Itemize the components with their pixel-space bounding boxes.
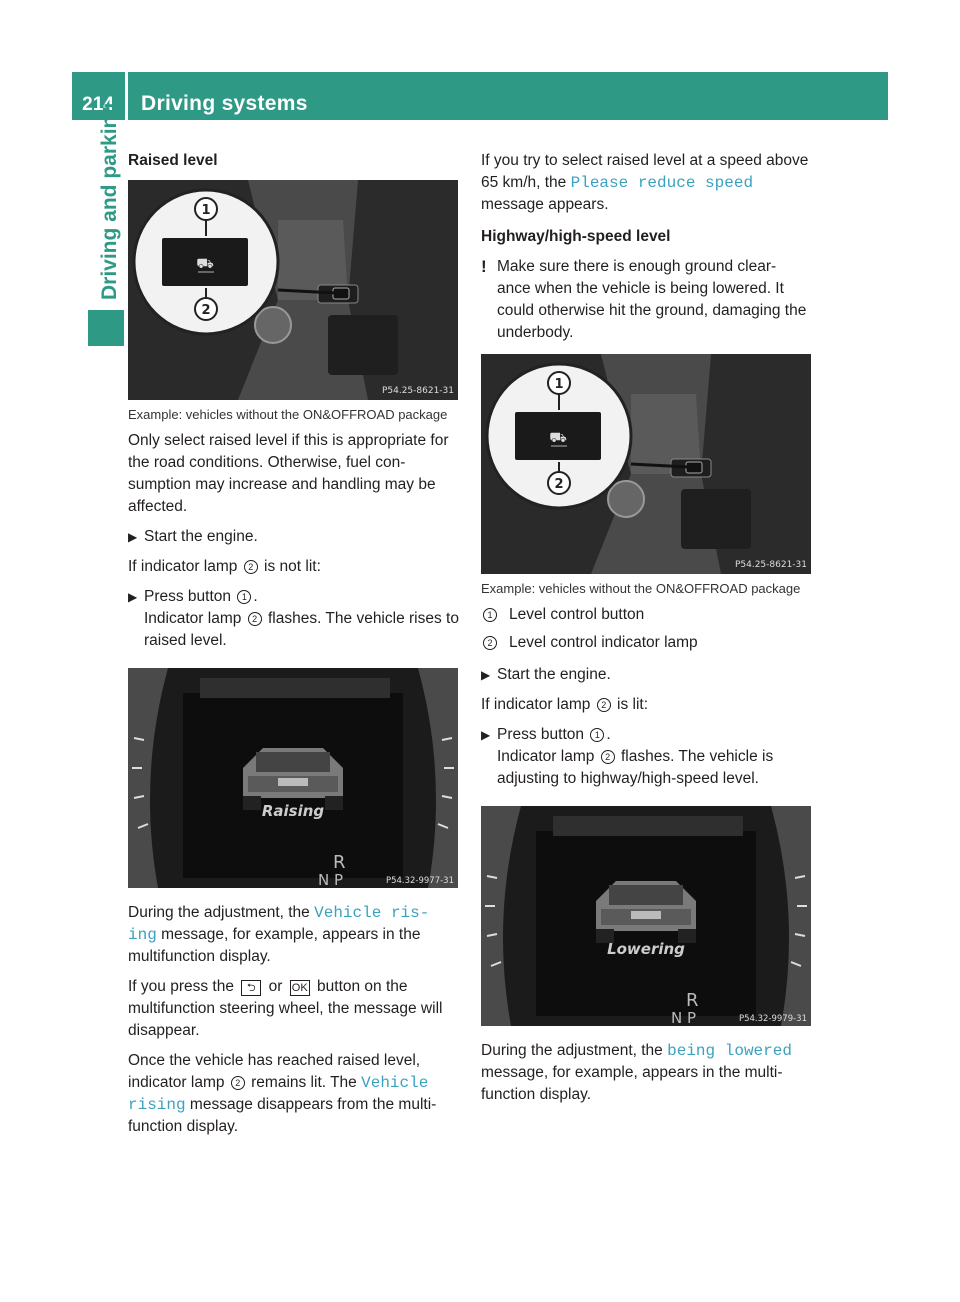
instrument-cluster-illustration <box>128 668 458 888</box>
display-message: Please reduce speed <box>570 174 754 192</box>
svg-text:Lowering: Lowering <box>607 940 685 958</box>
warning-note: ! Make sure there is enough ground clear- ance when the vehicle is being lowered. It could otherwise hit the ground, damaging the underbody. <box>481 257 807 341</box>
legend-item-1: 1 Level control button <box>481 604 813 626</box>
callout-2-icon: 2 <box>231 1076 245 1090</box>
step-start-engine: ▶ Start the engine. <box>481 664 813 686</box>
side-tab-marker <box>88 310 124 346</box>
svg-text:Raising: Raising <box>261 802 325 820</box>
step-arrow-icon: ▶ <box>481 728 491 742</box>
figure-console-left <box>128 180 458 400</box>
svg-text:R: R <box>686 990 699 1011</box>
paragraph-reached: Once the vehicle has reached raised level, indicator lamp 2 remains lit. The Vehicle rising message disappears from the multi- function display. <box>128 1052 437 1135</box>
callout-2-icon: 2 <box>601 750 615 764</box>
header-divider <box>125 72 128 120</box>
svg-text:1: 1 <box>201 203 211 218</box>
callout-1-icon: 1 <box>590 728 604 742</box>
console-illustration <box>128 180 458 400</box>
svg-text:⛟: ⛟ <box>549 430 567 446</box>
step-arrow-icon: ▶ <box>128 530 138 544</box>
display-message: Vehicle ris‐ ing <box>128 904 430 944</box>
callout-1-icon: 1 <box>237 590 251 604</box>
svg-text:R: R <box>333 852 346 873</box>
callout-2-icon: 2 <box>597 698 611 712</box>
condition-not-lit: If indicator lamp 2 is not lit: <box>128 558 321 575</box>
figure-caption: Example: vehicles without the ON&OFFROAD package <box>128 407 448 422</box>
figure-display-raising <box>128 668 458 888</box>
side-tab-label: Driving and parking <box>98 102 121 300</box>
paragraph-adjustment: During the adjustment, the being lowered message, for example, appears in the multi- function display. <box>481 1042 792 1103</box>
svg-text:2: 2 <box>201 303 211 318</box>
callout-2-icon: 2 <box>244 560 258 574</box>
step-press-button: ▶ Press button 1 . Indicator lamp 2 flashes. The vehicle rises to raised level. <box>128 588 459 649</box>
step-arrow-icon: ▶ <box>128 590 138 604</box>
section-title: Driving systems <box>141 92 308 115</box>
svg-text:P54.25-8621-31: P54.25-8621-31 <box>734 560 807 570</box>
heading-highway-level: Highway/high-speed level <box>481 228 671 245</box>
svg-text:N P: N P <box>318 871 344 888</box>
svg-text:N P: N P <box>671 1009 697 1026</box>
ok-key-icon: OK <box>290 980 310 996</box>
paragraph-buttons: If you press the ⮌ or OK button on the multifunction steering wheel, the message will disappear. <box>128 978 443 1039</box>
figure-caption: Example: vehicles without the ON&OFFROAD package <box>481 581 801 596</box>
svg-text:P54.32-9977-31: P54.32-9977-31 <box>385 876 454 886</box>
svg-text:P54.25-8621-31: P54.25-8621-31 <box>381 386 454 396</box>
paragraph-adjustment: During the adjustment, the Vehicle ris‐ ing message, for example, appears in the multifunction display. <box>128 904 430 965</box>
figure-display-lowering <box>481 806 811 1026</box>
paragraph-speed: If you try to select raised level at a speed above 65 km/h, the Please reduce speed message appears. <box>481 152 809 213</box>
step-arrow-icon: ▶ <box>481 668 491 682</box>
back-key-icon: ⮌ <box>241 980 261 996</box>
step-press-button: ▶ Press button 1 . Indicator lamp 2 flashes. The vehicle is adjusting to highway/high-speed level. <box>481 726 774 787</box>
warning-icon: ! <box>481 257 487 276</box>
svg-text:2: 2 <box>554 477 564 492</box>
callout-2-icon: 2 <box>248 612 262 626</box>
legend-item-2: 2 Level control indicator lamp <box>481 632 813 654</box>
paragraph: Only select raised level if this is appropriate for the road conditions. Otherwise, fuel con- sumption may increase and handling may be affected. <box>128 432 449 515</box>
heading-raised-level: Raised level <box>128 152 218 169</box>
page-number: 214 <box>82 94 114 115</box>
callout-2-icon: 2 <box>483 636 497 650</box>
display-message: being lowered <box>667 1042 792 1060</box>
left-column <box>128 150 460 1146</box>
right-column <box>481 150 813 1114</box>
instrument-cluster-illustration <box>481 806 811 1026</box>
svg-text:P54.32-9979-31: P54.32-9979-31 <box>738 1014 807 1024</box>
figure-console-right <box>481 354 811 574</box>
svg-text:1: 1 <box>554 377 564 392</box>
display-message: Vehicle rising <box>128 1074 429 1114</box>
console-illustration <box>481 354 811 574</box>
step-start-engine: ▶ Start the engine. <box>128 526 460 548</box>
svg-text:⛟: ⛟ <box>196 256 214 272</box>
condition-lit: If indicator lamp 2 is lit: <box>481 696 649 713</box>
callout-1-icon: 1 <box>483 608 497 622</box>
